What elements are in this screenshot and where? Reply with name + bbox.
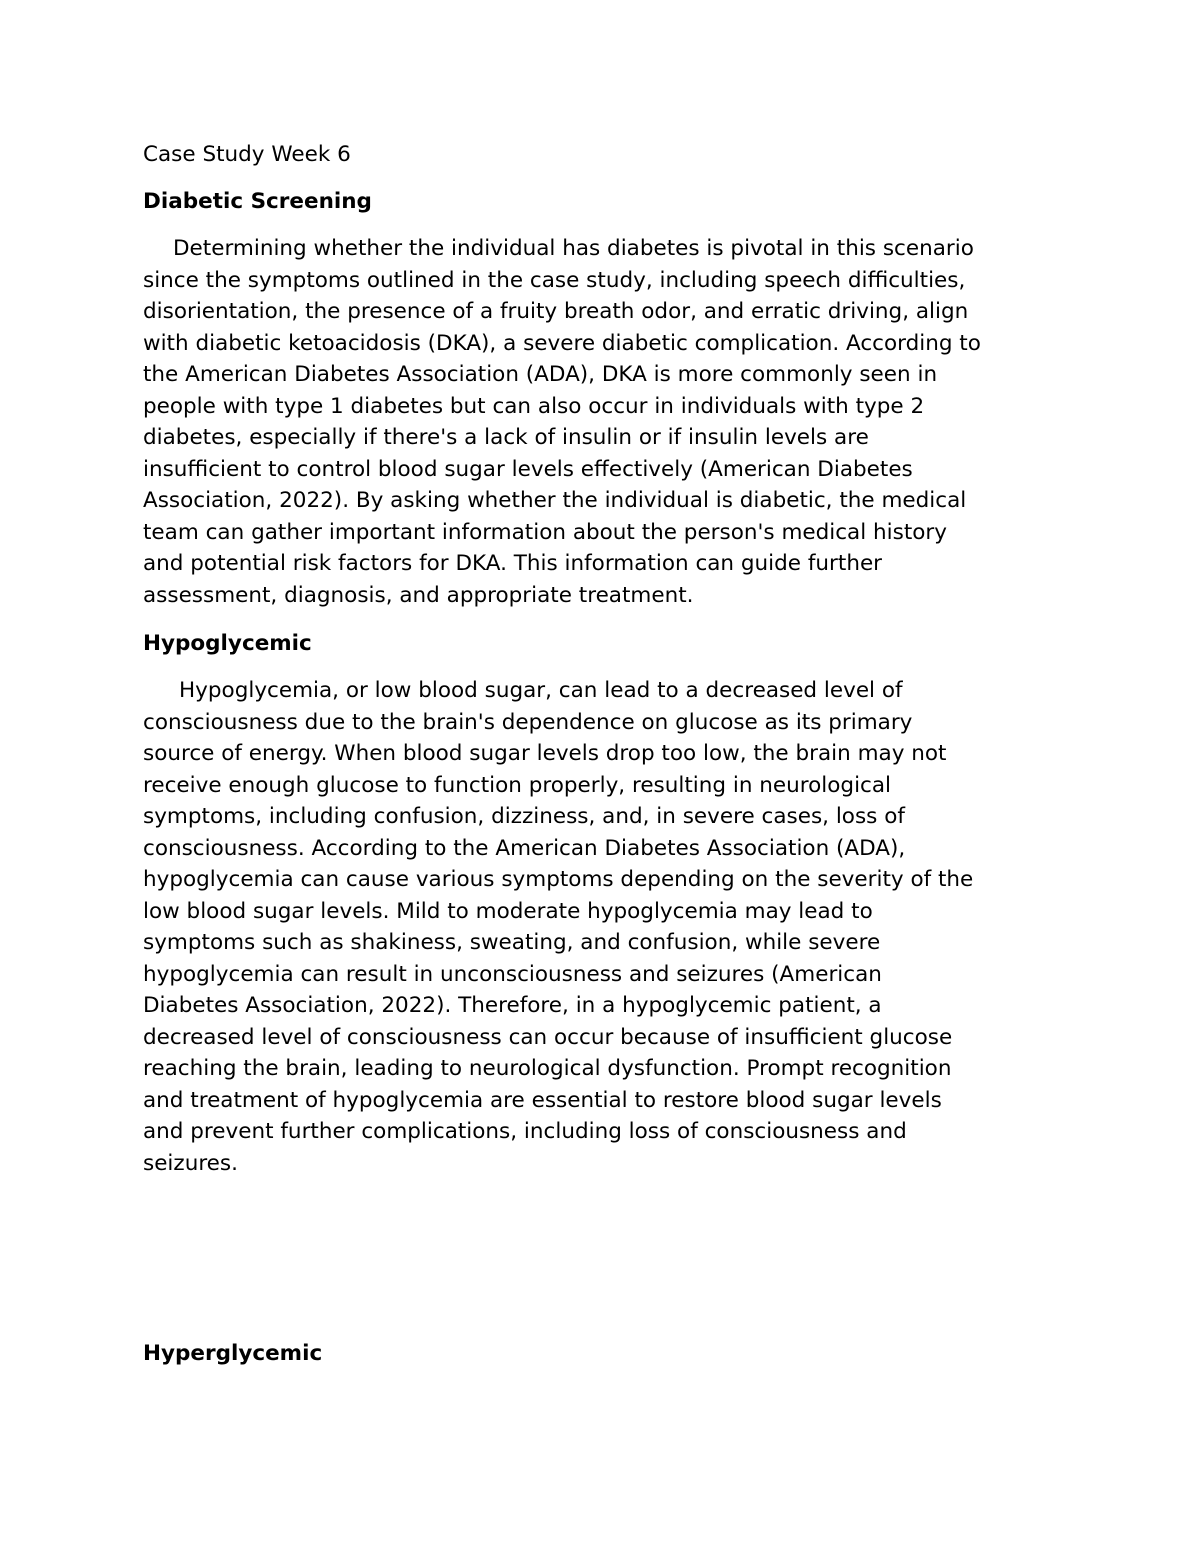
section-heading-hypoglycemic: Hypoglycemic [143, 631, 312, 656]
paragraph-line: consciousness due to the brain's dependence on glucose as its primary [143, 709, 913, 735]
paragraph-line: diabetes, especially if there's a lack of insulin or if insulin levels are [143, 425, 869, 450]
paragraph-line: and prevent further complications, including loss of consciousness and [143, 1119, 907, 1144]
section-heading-diabetic-screening: Diabetic Screening [143, 189, 372, 214]
paragraph-line: consciousness. According to the American Diabetes Association (ADA), [143, 835, 906, 861]
paragraph-line: receive enough glucose to function properly, resulting in neurological [143, 772, 892, 798]
paragraph-line: low blood sugar levels. Mild to moderate hypoglycemia may lead to [143, 898, 873, 924]
paragraph-line: insufficient to control blood sugar levels effectively (American Diabetes [143, 456, 913, 482]
paragraph-line: and potential risk factors for DKA. This information can guide further [143, 551, 883, 576]
document-title: Case Study Week 6 [143, 142, 351, 167]
paragraph-line: Determining whether the individual has diabetes is pivotal in this scenario [173, 236, 974, 261]
paragraph-line: with diabetic ketoacidosis (DKA), a severe diabetic complication. According to [143, 330, 981, 356]
paragraph-line: seizures. [143, 1150, 238, 1176]
paragraph-line: disorientation, the presence of a fruity breath odor, and erratic driving, align [143, 299, 969, 324]
paragraph-line: since the symptoms outlined in the case study, including speech difficulties, [143, 267, 966, 293]
paragraph-line: symptoms such as shakiness, sweating, and confusion, while severe [143, 930, 881, 955]
paragraph-line: team can gather important information about the person's medical history [143, 519, 947, 545]
paragraph-line: decreased level of consciousness can occur because of insufficient glucose [143, 1024, 953, 1050]
paragraph-line: hypoglycemia can cause various symptoms depending on the severity of the [143, 867, 974, 892]
paragraph-line: hypoglycemia can result in unconsciousness and seizures (American [143, 961, 882, 987]
paragraph-diabetic-screening [143, 233, 1073, 611]
paragraph-line: people with type 1 diabetes but can also occur in individuals with type 2 [143, 393, 925, 419]
paragraph-line: reaching the brain, leading to neurological dysfunction. Prompt recognition [143, 1056, 952, 1081]
paragraph-line: Diabetes Association, 2022). Therefore, in a hypoglycemic patient, a [143, 993, 882, 1018]
section-heading-hyperglycemic: Hyperglycemic [143, 1341, 323, 1366]
paragraph-hypoglycemic [143, 675, 1073, 1179]
paragraph-line: assessment, diagnosis, and appropriate treatment. [143, 582, 694, 608]
paragraph-line: Association, 2022). By asking whether the individual is diabetic, the medical [143, 488, 967, 513]
paragraph-line: source of energy. When blood sugar levels drop too low, the brain may not [143, 741, 947, 766]
paragraph-line: Hypoglycemia, or low blood sugar, can lead to a decreased level of [179, 678, 903, 703]
paragraph-line: and treatment of hypoglycemia are essential to restore blood sugar levels [143, 1087, 942, 1113]
paragraph-line: the American Diabetes Association (ADA), DKA is more commonly seen in [143, 362, 938, 387]
paragraph-line: symptoms, including confusion, dizziness, and, in severe cases, loss of [143, 804, 905, 829]
